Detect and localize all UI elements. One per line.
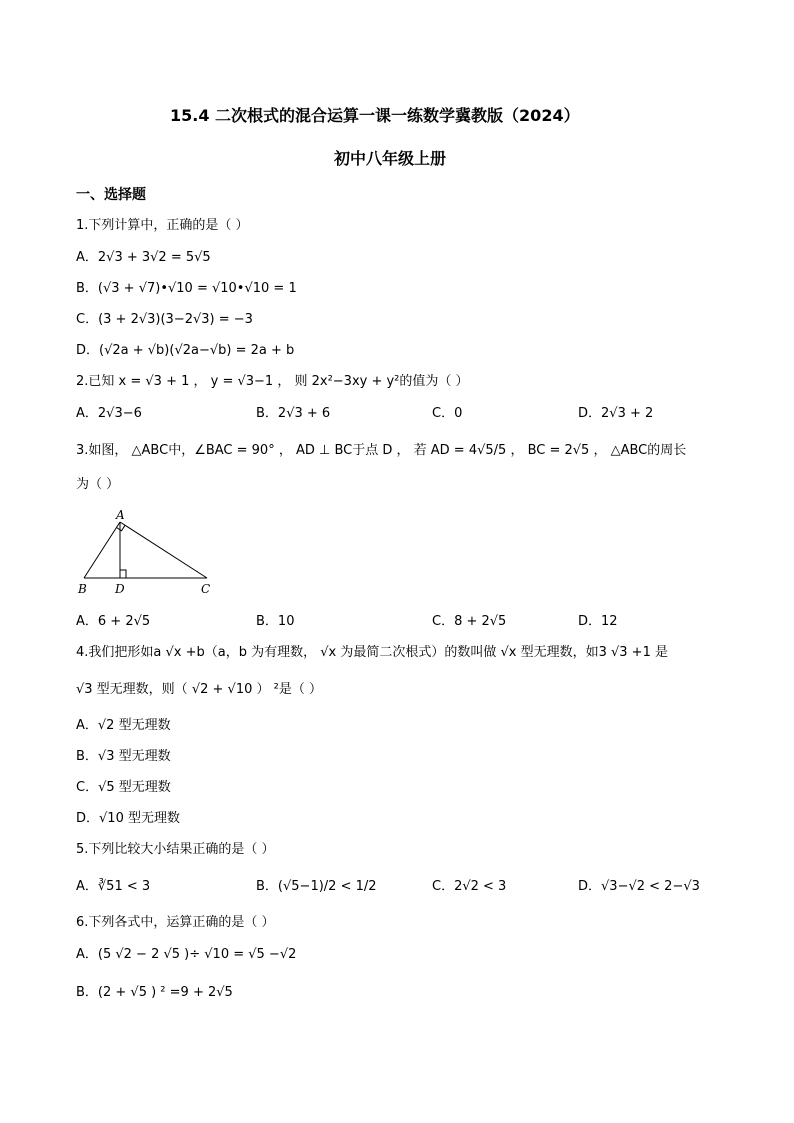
point-d-label: D (115, 582, 125, 596)
question-4-option-d: D．√10 型无理数 (76, 811, 180, 826)
question-2-option-c: C．0 (432, 406, 463, 421)
question-4-option-a: A．√2 型无理数 (76, 718, 171, 733)
section-heading: 一、选择题 (76, 187, 146, 203)
question-6-stem: 6.下列各式中，运算正确的是（ ） (76, 915, 275, 930)
question-3-option-c: C．8 + 2√5 (432, 614, 507, 629)
page-title: 15.4 二次根式的混合运算一课一练数学冀教版（2024） (170, 106, 580, 125)
question-5-option-b: B．(√5−1)/2 < 1/2 (256, 879, 377, 894)
question-1-stem: 1.下列计算中，正确的是（ ） (76, 218, 249, 233)
question-2-option-d: D．2√3 + 2 (578, 406, 654, 421)
question-5-option-a: A．∛51 < 3 (76, 879, 151, 894)
question-3-stem-line-2: 为（ ） (76, 477, 120, 492)
question-1-option-a: A．2√3 + 3√2 = 5√5 (76, 250, 211, 265)
vertex-c-label: C (201, 582, 211, 596)
question-3-stem-line-1: 3.如图， △ABC中，∠BAC = 90° ， AD ⊥ BC于点 D ， 若 AD = 4√5/5 ， BC = 2√5 ， △ABC的周长 (76, 443, 687, 458)
question-2-option-a: A．2√3−6 (76, 406, 142, 421)
question-1-option-c: C．(3 + 2√3)(3−2√3) = −3 (76, 312, 253, 327)
question-1-option-b: B．(√3 + √7)•√10 = √10•√10 = 1 (76, 281, 297, 296)
question-3-option-b: B．10 (256, 614, 295, 629)
question-3-option-a: A．6 + 2√5 (76, 614, 151, 629)
question-5-stem: 5.下列比较大小结果正确的是（ ） (76, 842, 275, 857)
vertex-a-label: A (116, 508, 125, 522)
question-2-stem: 2.已知 x = √3 + 1 ， y = √3−1 ， 则 2x²−3xy + y²的值为（ ） (76, 374, 469, 389)
page-subtitle: 初中八年级上册 (334, 149, 447, 168)
question-4-stem-line-2: √3 型无理数，则（ √2 + √10 ） ²是（ ） (76, 682, 322, 697)
question-4-option-c: C．√5 型无理数 (76, 780, 171, 795)
question-5-option-c: C．2√2 < 3 (432, 879, 507, 894)
question-6-option-a: A．(5 √2 − 2 √5 )÷ √10 = √5 −√2 (76, 947, 297, 962)
vertex-b-label: B (78, 582, 87, 596)
question-2-option-b: B．2√3 + 6 (256, 406, 331, 421)
question-6-option-b: B．(2 + √5 ) ² =9 + 2√5 (76, 985, 233, 1000)
question-1-option-d: D．(√2a + √b)(√2a−√b) = 2a + b (76, 343, 295, 358)
question-3-option-d: D．12 (578, 614, 618, 629)
question-5-option-d: D．√3−√2 < 2−√3 (578, 879, 700, 894)
triangle-figure (76, 508, 226, 604)
question-4-option-b: B．√3 型无理数 (76, 749, 171, 764)
question-4-stem-line-1: 4.我们把形如a √x +b（a，b 为有理数， √x 为最简二次根式）的数叫做 √x 型无理数，如3 √3 +1 是 (76, 645, 668, 660)
